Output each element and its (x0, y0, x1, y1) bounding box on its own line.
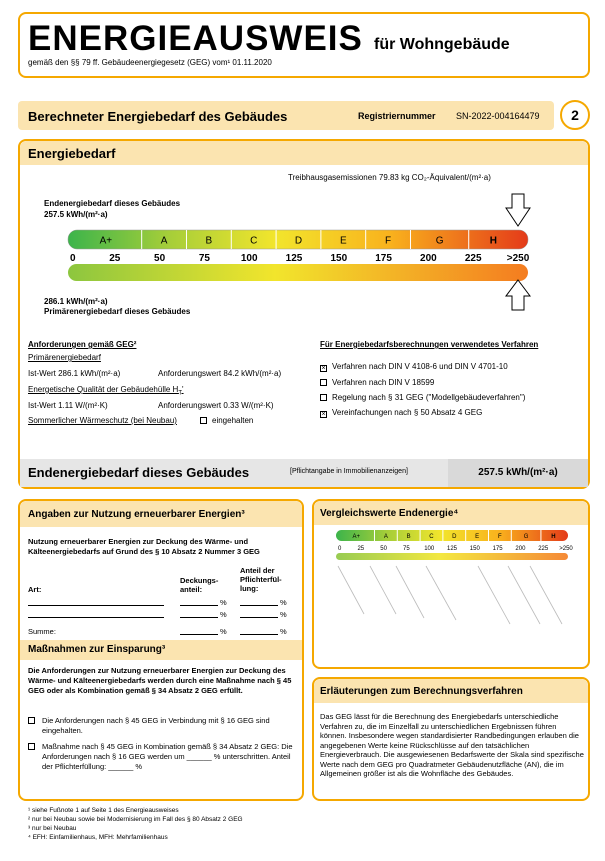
tick-label: 75 (403, 546, 410, 552)
art-input-line[interactable] (28, 617, 164, 618)
method-label: Regelung nach § 31 GEG ("Modellgebäudeverfahren") (332, 393, 526, 402)
tick-label: >250 (559, 546, 573, 552)
comparison-title: Vergleichswerte Endenergie⁴ (320, 508, 459, 519)
envelope-quality-title: Energetische Qualität der Gebäudehülle $H_T'$ (28, 385, 184, 397)
envelope-required-value: Anforderungswert 0.33 W/(m²·K) (158, 401, 274, 410)
class-label-e: E (475, 533, 480, 540)
rotated-label-1 (338, 566, 364, 614)
renewable-intro: Nutzung erneuerbarer Energien zur Deckung des Wärme- und Kälteenergiebedarfs auf Grund des § 10 Absatz 2 Nummer 3 GEG (28, 537, 260, 556)
class-label-e: E (339, 235, 347, 247)
class-label-a-plus: A+ (352, 533, 360, 540)
method-checkbox[interactable]: × (321, 411, 326, 418)
envelope-actual-value: Ist-Wert 1.11 W/(m²·K) (28, 401, 108, 410)
class-label-a-plus: A+ (99, 235, 113, 247)
end-energy-value: 257.5 kWh/(m²·a) (44, 210, 108, 219)
explanation-text: Das GEG lässt für die Berechnung des Energiebedarfs unterschiedliche Verfahren zu, die im Einzelfall zu unterschiedlichen Ergebnissen führen können. Insbesondere wegen standardisierter Randbedingungen erlauben die angegebenen Werte keine Rückschlüsse auf den tatsächlichen Energieverbrauch. Die ausgewiesenen Bedarfswerte der Skala sind spezifische Werte nach dem GEG pro Quadratmeter Gebäudenutzfläche (AN), die im Allgemeinen größer ist als die Wohnfläche des Gebäudes. (320, 712, 584, 778)
tick-label: 225 (538, 546, 549, 552)
class-label-h: H (489, 235, 497, 247)
primary-energy-arrow-icon (506, 280, 530, 310)
comparison-scale-chart (330, 526, 580, 666)
tick-label: 50 (154, 253, 166, 264)
requirements-title: Anforderungen gemäß GEG² (28, 340, 137, 349)
sum-deckung-line[interactable] (180, 634, 218, 635)
summer-protection-option: eingehalten (200, 416, 253, 425)
primary-required-value: Anforderungswert 84.2 kWh/(m²·a) (158, 369, 282, 378)
class-label-b: B (205, 235, 213, 247)
renewable-title: Angaben zur Nutzung erneuerbarer Energien³ (28, 509, 245, 520)
summer-protection-label: Sommerlicher Wärmeschutz (bei Neubau) (28, 416, 177, 425)
measures-option-1-checkbox[interactable] (28, 717, 35, 724)
comparison-tick-labels (338, 546, 573, 552)
tick-label: 100 (424, 546, 435, 552)
tick-label: 225 (464, 253, 482, 264)
footnote: ² nur bei Neubau sowie bei Modernisierung im Fall des § 80 Absatz 2 GEG (28, 816, 243, 823)
method-label: Verfahren nach DIN V 4108-6 und DIN V 4701-10 (332, 362, 508, 371)
law-reference: gemäß den §§ 79 ff. Gebäudeenergiegesetz (GEG) vom¹ 01.11.2020 (28, 58, 272, 67)
deckung-input-line[interactable] (180, 617, 218, 618)
tick-label: 200 (515, 546, 526, 552)
primary-energy-bar (68, 264, 528, 281)
section-title: Berechneter Energiebedarf des Gebäudes (28, 109, 288, 124)
rotated-label-4 (426, 566, 456, 620)
pflicht-input-line[interactable] (240, 605, 278, 606)
measures-intro: Die Anforderungen zur Nutzung erneuerbarer Energien zur Deckung des Wärme- und Kälteenergiebedarfs werden durch eine Maßnahme nach § 45 GEG oder als Kombination gemäß § 34 Absatz 2 GEG erfüllt. (28, 666, 292, 695)
method-item (320, 393, 525, 402)
class-label-h: H (551, 533, 556, 540)
class-label-d: D (452, 533, 457, 540)
class-label-c: C (250, 235, 258, 247)
tick-label: 125 (446, 546, 458, 552)
art-input-line[interactable] (28, 605, 164, 606)
footnotes (28, 806, 243, 842)
method-label: Vereinfachungen nach § 50 Absatz 4 GEG (332, 408, 483, 417)
summer-checkbox[interactable] (200, 417, 207, 424)
method-label: Verfahren nach DIN V 18599 (332, 378, 435, 387)
energiebedarf-title: Energiebedarf (28, 146, 116, 161)
rotated-label-3 (396, 566, 424, 618)
footnote: ³ nur bei Neubau (28, 825, 77, 832)
sum-deckung-pct: % (220, 627, 227, 636)
end-energy-arrow-icon (506, 194, 530, 226)
class-label-f: F (385, 235, 392, 247)
tick-label: 0 (338, 546, 342, 552)
tick-label: 150 (469, 546, 480, 552)
primary-requirements-title: Primärenergiebedarf (28, 353, 101, 362)
primary-energy-label: Primärenergiebedarf dieses Gebäudes (44, 307, 191, 316)
tick-label: 150 (330, 253, 348, 264)
class-label-g: G (523, 533, 529, 540)
tick-label: 50 (380, 546, 387, 552)
page-subtitle: für Wohngebäude (374, 36, 510, 53)
tick-label: >250 (506, 253, 530, 264)
class-label-a: A (160, 235, 168, 247)
class-label-g: G (435, 235, 444, 247)
scale-tick-labels (70, 253, 530, 264)
header-frame (18, 12, 590, 78)
col-art-label: Art: (28, 585, 42, 594)
class-label-c: C (429, 533, 434, 540)
end-energy-summary-title: Endenergiebedarf dieses Gebäudes (28, 465, 250, 480)
method-title: Für Energiebedarfsberechnungen verwendetes Verfahren (320, 340, 539, 349)
tick-label: 25 (109, 253, 121, 264)
rotated-label-2 (370, 566, 396, 614)
end-energy-summary-value: 257.5 kWh/(m²·a) (448, 459, 588, 487)
tick-label: 125 (285, 253, 303, 264)
tick-label: 75 (198, 253, 210, 264)
primary-energy-value: 286.1 kWh/(m²·a) (44, 297, 108, 306)
col-pflicht-label: Anteil der Pflichterfül-lung: (240, 566, 282, 593)
sum-pflicht-pct: % (280, 627, 287, 636)
page-number-badge: 2 (560, 100, 590, 130)
comparison-rotated-labels (338, 566, 562, 624)
method-item (320, 362, 525, 372)
method-checkbox[interactable]: × (321, 365, 326, 372)
deckung-input-line[interactable] (180, 605, 218, 606)
registration-label: Registriernummer (358, 111, 436, 121)
method-checkbox[interactable] (320, 379, 327, 386)
energy-scale-chart (60, 192, 540, 314)
rotated-label-5 (478, 566, 510, 624)
footnote: ¹ siehe Fußnote 1 auf Seite 1 des Energieausweises (28, 807, 179, 814)
measures-title: Maßnahmen zur Einsparung³ (28, 644, 166, 655)
class-label-d: D (294, 235, 303, 247)
sum-pflicht-line[interactable] (240, 634, 278, 635)
registration-number: SN-2022-004164479 (456, 111, 540, 121)
ghg-emissions: Treibhausgasemissionen 79.83 kg CO₂-Äquivalent/(m²·a) (288, 173, 491, 182)
tick-label: 0 (70, 253, 76, 264)
page-title: ENERGIEAUSWEIS (28, 19, 363, 58)
comparison-bottom-bar (336, 553, 568, 560)
method-list (320, 362, 525, 424)
measures-option-2-checkbox[interactable] (28, 743, 35, 750)
pct-sign: % (220, 598, 227, 607)
class-label-a: A (383, 533, 388, 540)
tick-label: 175 (492, 546, 503, 552)
pct-sign: % (220, 610, 227, 619)
measures-option-2: Maßnahme nach § 45 GEG in Kombination gemäß § 34 Absatz 2 GEG: Die Anforderungen nach § 16 GEG werden um ______ % unterschritten. Anteil der Pflichterfüllung: ______ % (28, 742, 296, 772)
renewable-sum-label: Summe: (28, 627, 56, 636)
comparison-class-labels (352, 534, 555, 540)
footnote: ⁴ EFH: Einfamilienhaus, MFH: Mehrfamilienhaus (28, 834, 168, 841)
primary-actual-value: Ist-Wert 286.1 kWh/(m²·a) (28, 369, 121, 378)
tick-label: 175 (375, 253, 392, 264)
method-item (320, 408, 525, 418)
pflicht-input-line[interactable] (240, 617, 278, 618)
tick-label: 25 (357, 546, 365, 552)
tick-label: 200 (420, 253, 437, 264)
method-item (320, 378, 525, 387)
class-label-b: B (406, 533, 411, 540)
tick-label: 100 (240, 253, 258, 264)
pct-sign: % (280, 610, 287, 619)
col-deckung-label: Deckungs-anteil: (180, 576, 219, 594)
mandatory-note: [Pflichtangabe in Immobilienanzeigen] (290, 468, 408, 475)
pct-sign: % (280, 598, 287, 607)
measures-option-1: Die Anforderungen nach § 45 GEG in Verbindung mit § 16 GEG sind eingehalten. (28, 716, 296, 736)
end-energy-label: Endenergiebedarf dieses Gebäudes (44, 199, 181, 208)
class-label-f: F (498, 533, 502, 540)
method-checkbox[interactable] (320, 394, 327, 401)
explanation-title: Erläuterungen zum Berechnungsverfahren (320, 686, 523, 697)
